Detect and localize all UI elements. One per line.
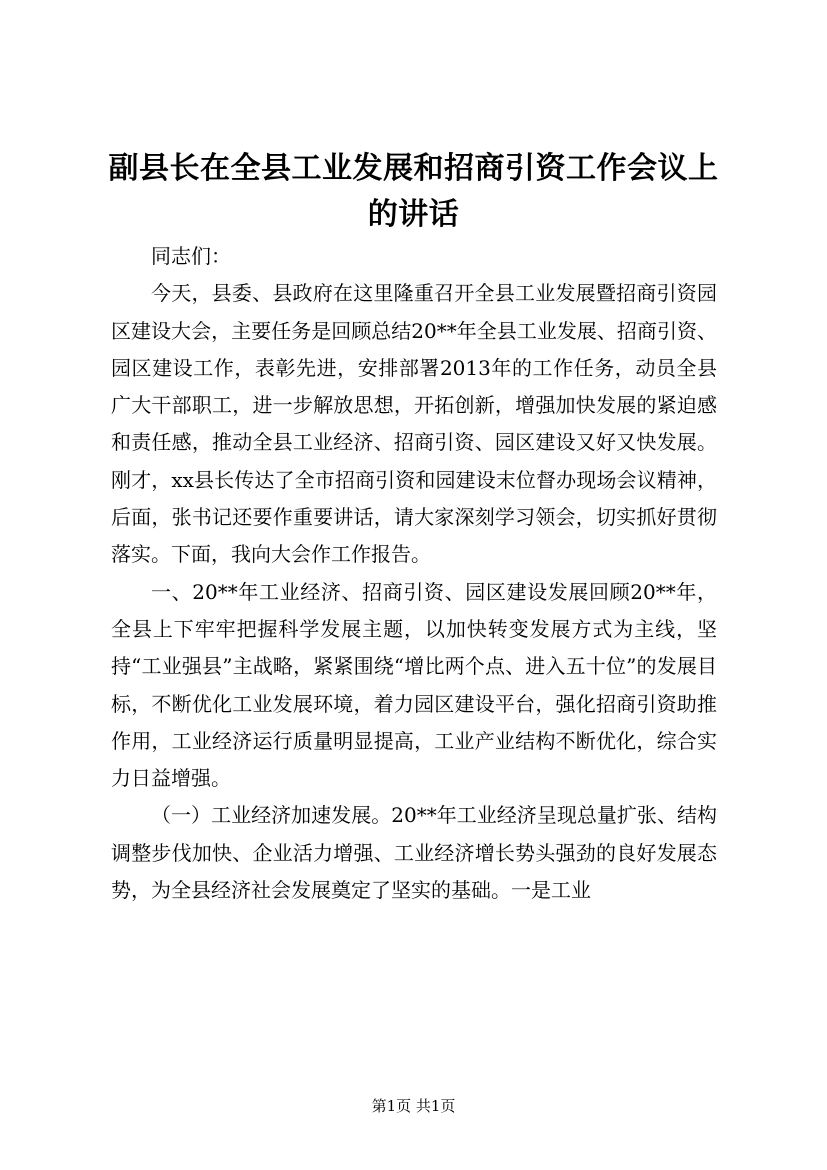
paragraph-industrial-economy: （一）工业经济加速发展。20**年工业经济呈现总量扩张、结构调整步伐加快、企业活力增强、工业经济增长势头强劲的良好发展态势，为全县经济社会发展奠定了坚实的基础。一是工业 [111,803,717,903]
page-footer: 第1页 共1页 [371,1097,456,1115]
salutation: 同志们： [151,244,231,268]
document-body [111,238,717,909]
paragraph-review: 一、20**年工业经济、招商引资、园区建设发展回顾20**年，全县上下牢牢把握科学发展主题，以加快转变发展方式为主线，坚持“工业强县”主战略，紧紧围绕“增比两个点、进入五十位”的发展目标，不断优化工业发展环境，着力园区建设平台，强化招商引资助推作用，工业经济运行质量明显提高，工业产业结构不断优化，综合实力日益增强。 [111,579,717,791]
paragraph-intro: 今天，县委、县政府在这里隆重召开全县工业发展暨招商引资园区建设大会，主要任务是回顾总结20**年全县工业发展、招商引资、园区建设工作，表彰先进，安排部署2013年的工作任务，动员全县广大干部职工，进一步解放思想，开拓创新，增强加快发展的紧迫感和责任感，推动全县工业经济、招商引资、园区建设又好又快发展。刚才，xx县长传达了全市招商引资和园建设末位督办现场会议精神，后面，张书记还要作重要讲话，请大家深刻学习领会，切实抓好贯彻落实。下面，我向大会作工作报告。 [111,281,717,567]
document-title: 副县长在全县工业发展和招商引资工作会议上的讲话 [108,151,719,232]
